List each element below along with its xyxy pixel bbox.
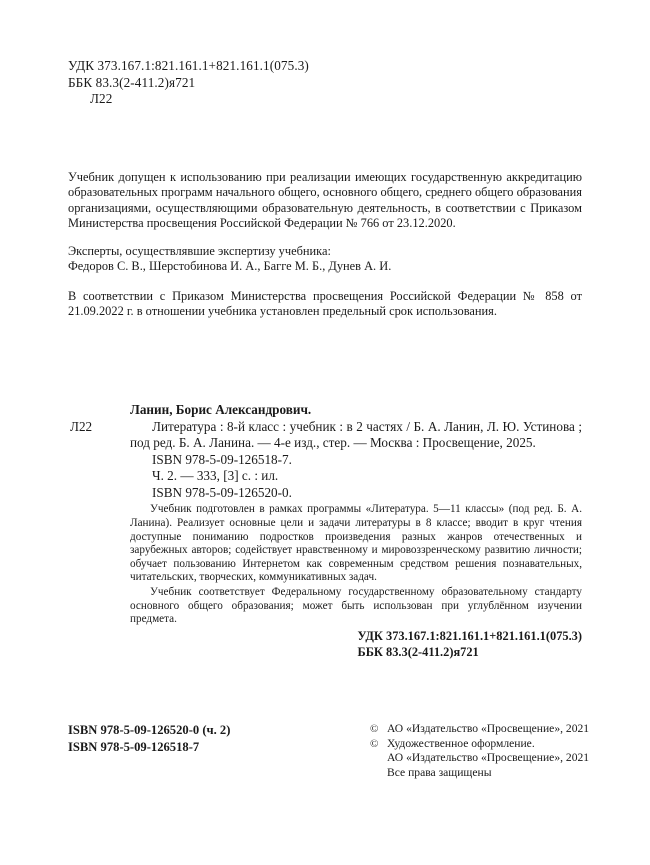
shelf-mark: Л22 <box>90 91 113 107</box>
experts-block <box>68 244 582 275</box>
record-body <box>68 419 582 452</box>
bibliographic-record <box>68 402 582 627</box>
udk-code-repeat: УДК 373.167.1:821.161.1+821.161.1(075.3) <box>357 629 582 643</box>
copyright-row <box>370 722 589 737</box>
copyright-line: Художественное оформление. <box>387 736 535 750</box>
order-paragraph: В соответствии с Приказом Министерства просвещения Российской Федерации № 858 от 21.09.2022 г. в отношении учебника установлен предельный срок использования. <box>68 289 582 319</box>
record-volume: Ч. 2. — 333, [3] с. : ил. <box>152 468 279 484</box>
bbk-code-repeat: ББК 83.3(2-411.2)я721 <box>357 645 479 659</box>
copyright-line: АО «Издательство «Просвещение», 2021 <box>387 751 590 765</box>
classification-repeat-block <box>358 628 582 660</box>
footer-isbn-block <box>68 722 230 756</box>
copyright-icon: © <box>370 723 379 735</box>
copyright-row <box>370 751 589 766</box>
copyright-block <box>370 722 589 780</box>
copyright-icon: © <box>370 737 379 750</box>
copyright-line: АО «Издательство «Просвещение», 2021 <box>387 722 590 735</box>
record-description: Литература : 8-й класс : учебник : в 2 частях / Б. А. Ланин, Л. Ю. Устинова ; под ред. Б. А. Ланина. — 4-е изд., стер. — Москва : Просвещение, 2025. <box>130 418 582 451</box>
approval-paragraph: Учебник допущен к использованию при реализации имеющих государственную аккредитацию образовательных программ начального общего, основного общего, среднего общего образования организациями, осуществляющими образовательную деятельность, в соответствии с Приказом Министерства просвещения Российской Федерации № 766 от 23.12.2020. <box>68 170 582 231</box>
bbk-code: ББК 83.3(2-411.2)я721 <box>68 74 196 90</box>
copyright-row <box>370 737 589 752</box>
experts-heading: Эксперты, осуществлявшие экспертизу учебника: <box>68 244 331 258</box>
record-isbn-set: ISBN 978-5-09-126518-7. <box>152 451 292 467</box>
classification-block <box>68 58 309 108</box>
footer-isbn-set: ISBN 978-5-09-126518-7 <box>68 740 200 754</box>
record-author: Ланин, Борис Александрович. <box>130 402 312 417</box>
footer-isbn-part: ISBN 978-5-09-126520-0 (ч. 2) <box>68 723 231 737</box>
record-annotation-1: Учебник подготовлен в рамках программы «Литература. 5—11 классы» (под ред. Б. А. Ланина). Реализует основные цели и задачи литературы в 8 классе; вводит в круг чтения доступные пониманию подростков произведения разных жанров отечественных и зарубежных авторов; содействует нравственному и мировоззренческому развитию личности; обучает пользованию Интернетом как современным средством решения познавательных, читательских, творческих, коммуникативных задач. <box>130 503 582 584</box>
copyright-row <box>370 766 589 781</box>
record-annotation-2: Учебник соответствует Федеральному государственному образовательному стандарту основного общего образования; может быть использован при углублённом изучении предмета. <box>130 586 582 626</box>
record-isbn-part: ISBN 978-5-09-126520-0. <box>152 484 292 500</box>
copyright-line: Все права защищены <box>387 765 492 779</box>
record-shelf-mark: Л22 <box>70 418 93 434</box>
experts-names: Федоров С. В., Шерстобинова И. А., Багге М. Б., Дунев А. И. <box>68 259 392 274</box>
udk-code: УДК 373.167.1:821.161.1+821.161.1(075.3) <box>68 58 309 73</box>
